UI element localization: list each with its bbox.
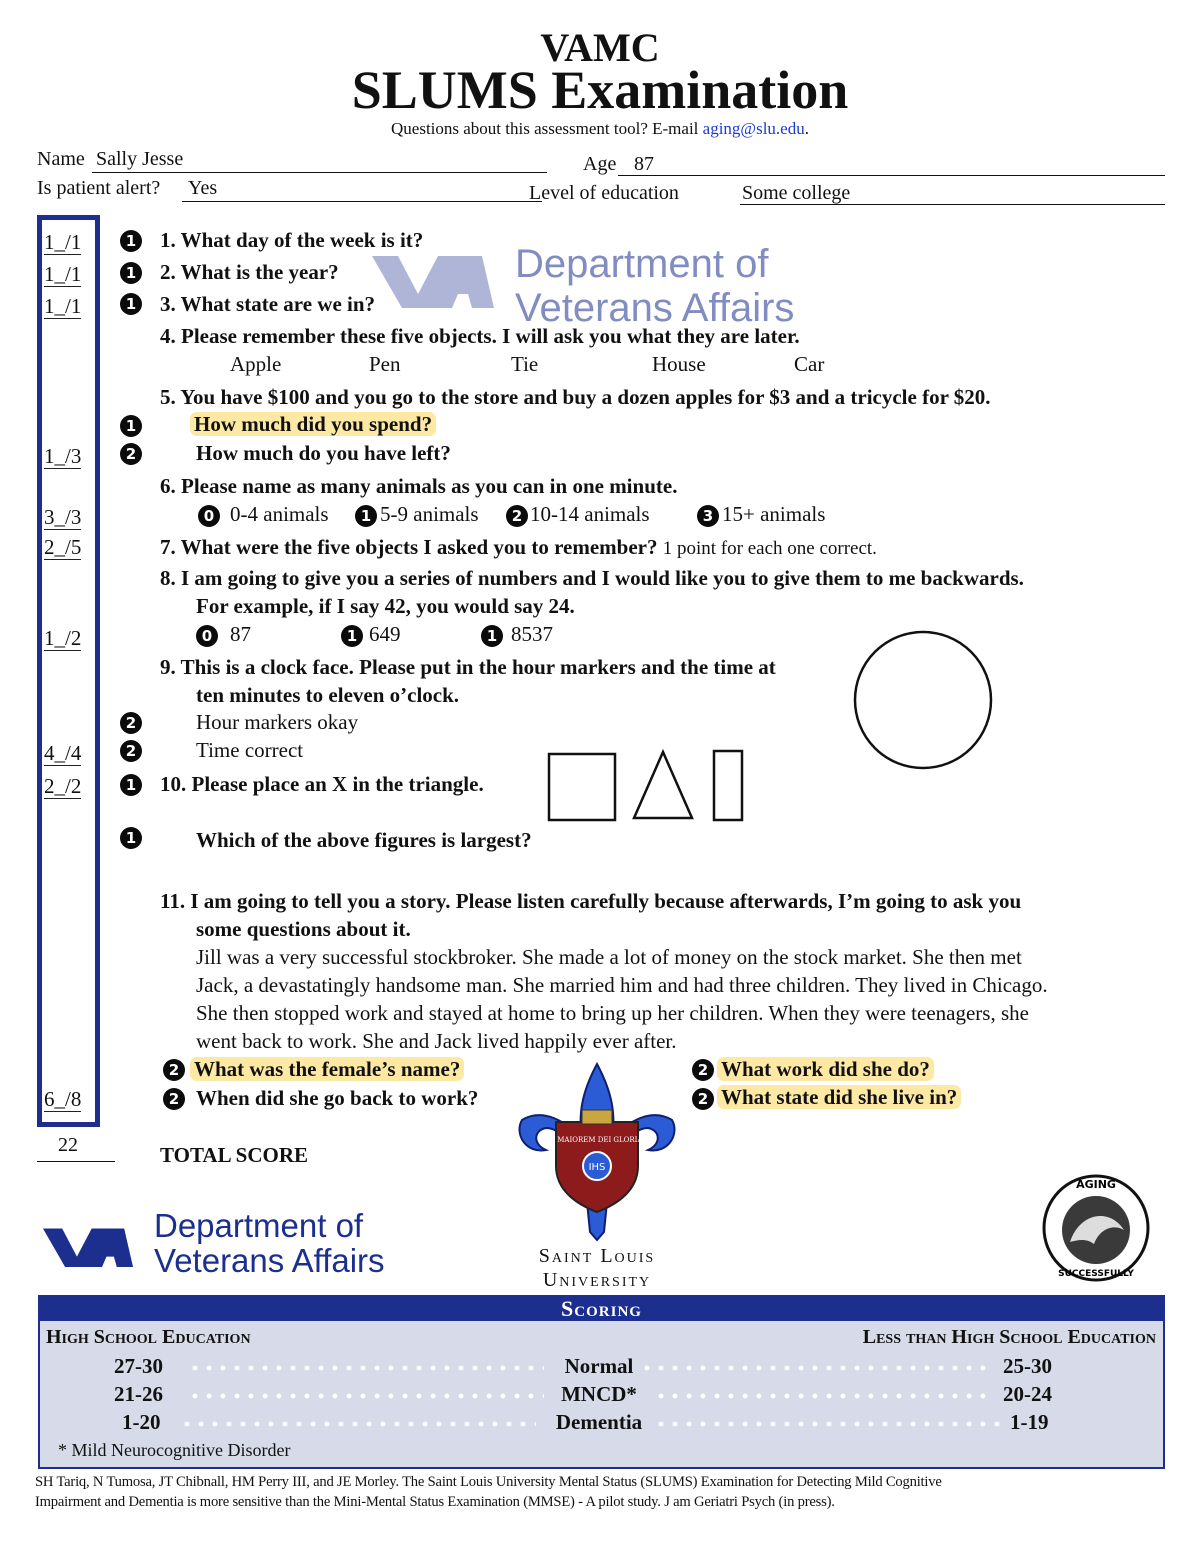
- q6-option-1-badge: 1: [355, 505, 377, 527]
- aging-top-text: AGING: [1076, 1178, 1116, 1191]
- slu-motto-text: AD MAIOREM DEI GLORIAM: [544, 1136, 650, 1144]
- scoring-row-label: MNCD*: [561, 1382, 637, 1406]
- q8-option-0-badge: 0: [196, 625, 218, 647]
- clock-face-circle[interactable]: [852, 629, 994, 771]
- q8-option-2-badge: 1: [481, 625, 503, 647]
- q1-points-badge: 1: [120, 230, 142, 252]
- alert-value[interactable]: Yes: [188, 177, 218, 199]
- education-label: Level of education: [529, 182, 679, 204]
- name-value[interactable]: Sally Jesse: [96, 148, 184, 170]
- question-9a: Hour markers okay: [196, 710, 359, 734]
- score-q6[interactable]: 3_/3: [44, 505, 82, 529]
- q8-option-0: 87: [230, 622, 251, 646]
- va-logo-icon: [40, 1212, 136, 1282]
- watermark-line1: Department of: [515, 242, 769, 286]
- total-score-value[interactable]: 22: [58, 1134, 78, 1156]
- q4-object-4: House: [652, 352, 706, 376]
- story-line-1: Jill was a very successful stockbroker. She made a lot of money on the stock market. She then met: [196, 945, 1022, 969]
- q6-option-1: 5-9 animals: [380, 502, 479, 526]
- q4-object-5: Car: [794, 352, 825, 376]
- q6-option-0-badge: 0: [198, 505, 220, 527]
- question-8-line2: For example, if I say 42, you would say 24.: [196, 594, 575, 618]
- q6-option-2-badge: 2: [506, 505, 528, 527]
- slu-fleur-de-lis-icon: [512, 1062, 682, 1242]
- q8-option-1-badge: 1: [341, 625, 363, 647]
- scoring-row-right: 20-24: [1003, 1382, 1052, 1406]
- question-6: 6. Please name as many animals as you can in one minute.: [160, 474, 678, 498]
- q8-option-1: 649: [369, 622, 401, 646]
- q2-points-badge: 1: [120, 262, 142, 284]
- question-9b: Time correct: [196, 738, 304, 762]
- q11b-points-badge: 2: [163, 1088, 185, 1110]
- va-logo-line2: Veterans Affairs: [154, 1242, 385, 1279]
- watermark-line2: Veterans Affairs: [515, 286, 795, 330]
- question-5b: How much do you have left?: [196, 441, 451, 465]
- story-line-4: went back to work. She and Jack lived happily ever after.: [196, 1029, 677, 1053]
- education-underline: [740, 204, 1165, 205]
- contact-line: Questions about this assessment tool? E-mail aging@slu.edu.: [391, 119, 809, 138]
- q9b-points-badge: 2: [120, 740, 142, 762]
- question-2: 2. What is the year?: [160, 260, 339, 284]
- total-underline: [37, 1161, 115, 1162]
- q4-object-2: Pen: [369, 352, 401, 376]
- contact-email-link[interactable]: aging@slu.edu: [702, 119, 805, 138]
- question-11d: What state did she live in?: [717, 1085, 961, 1110]
- age-value[interactable]: 87: [634, 153, 654, 175]
- scoring-dots: [654, 1418, 1004, 1430]
- question-9-line2: ten minutes to eleven o’clock.: [196, 683, 460, 707]
- q5b-points-badge: 2: [120, 443, 142, 465]
- question-11-line2: some questions about it.: [196, 917, 411, 941]
- scoring-dots: [640, 1362, 992, 1374]
- scoring-row-left: 27-30: [114, 1354, 163, 1378]
- score-q2[interactable]: 1_/1: [44, 262, 82, 286]
- total-score-label: TOTAL SCORE: [160, 1143, 309, 1167]
- score-q7[interactable]: 2_/5: [44, 535, 82, 559]
- question-1: 1. What day of the week is it?: [160, 228, 424, 252]
- score-q3[interactable]: 1_/1: [44, 294, 82, 318]
- question-4: 4. Please remember these five objects. I will ask you what they are later.: [160, 324, 800, 348]
- score-q10[interactable]: 2_/2: [44, 774, 82, 798]
- triangle-shape: [634, 752, 692, 818]
- score-q5[interactable]: 1_/3: [44, 444, 82, 468]
- q8-option-2: 8537: [511, 622, 553, 646]
- alert-label: Is patient alert?: [37, 177, 161, 199]
- question-8-line1: 8. I am going to give you a series of numbers and I would like you to give them to me backwards.: [160, 566, 1024, 590]
- q10b-points-badge: 1: [120, 827, 142, 849]
- slu-name-line2: University: [542, 1269, 652, 1291]
- question-10: 10. Please place an X in the triangle.: [160, 772, 484, 796]
- aging-bottom-text: SUCCESSFULLY: [1058, 1269, 1134, 1279]
- question-5a: How much did you spend?: [190, 412, 436, 437]
- scoring-row-label: Normal: [564, 1354, 634, 1378]
- header-subtitle: VAMC: [540, 25, 660, 70]
- scoring-dots: [188, 1390, 544, 1402]
- va-watermark-icon: [368, 250, 498, 312]
- citation-line-1: SH Tariq, N Tumosa, JT Chibnall, HM Perry III, and JE Morley. The Saint Louis University Mental Status (SLUMS) Examination for Detecting Mild Cognitive: [35, 1474, 942, 1490]
- story-line-2: Jack, a devastatingly handsome man. She married him and had three children. They lived in Chicago.: [196, 973, 1048, 997]
- scoring-footnote: * Mild Neurocognitive Disorder: [58, 1440, 291, 1460]
- scoring-dots: [188, 1362, 544, 1374]
- scoring-row-left: 1-20: [122, 1410, 161, 1434]
- scoring-row-right: 1-19: [1010, 1410, 1049, 1434]
- slu-name-line1: Saint Louis: [538, 1245, 656, 1267]
- question-11c: What work did she do?: [717, 1057, 934, 1082]
- question-11b: When did she go back to work?: [196, 1086, 479, 1110]
- scoring-right-header: Less than High School Education: [862, 1326, 1156, 1348]
- q11c-points-badge: 2: [692, 1059, 714, 1081]
- score-q9[interactable]: 4_/4: [44, 741, 82, 765]
- scoring-row-left: 21-26: [114, 1382, 163, 1406]
- question-3: 3. What state are we in?: [160, 292, 376, 316]
- score-q1[interactable]: 1_/1: [44, 230, 82, 254]
- va-logo-line1: Department of: [154, 1207, 364, 1244]
- question-10b: Which of the above figures is largest?: [196, 828, 532, 852]
- q5a-points-badge: 1: [120, 415, 142, 437]
- square-shape: [549, 754, 615, 820]
- citation-line-2: Impairment and Dementia is more sensitive than the Mini-Mental Status Examination (MMSE) - A pilot study. J am Geriatri Psych (in press).: [35, 1494, 835, 1510]
- question-9-line1: 9. This is a clock face. Please put in the hour markers and the time at: [160, 655, 776, 679]
- shapes-figures: [546, 748, 746, 824]
- q4-object-1: Apple: [230, 352, 282, 376]
- scoring-row-label: Dementia: [555, 1410, 643, 1434]
- q10-points-badge: 1: [120, 774, 142, 796]
- story-line-3: She then stopped work and stayed at home to bring up her children. When they were teenagers, she: [196, 1001, 1029, 1025]
- age-label: Age: [583, 153, 617, 175]
- q3-points-badge: 1: [120, 293, 142, 315]
- name-label: Name: [37, 148, 85, 170]
- scoring-row: [38, 1382, 1165, 1410]
- q6-option-0: 0-4 animals: [230, 502, 329, 526]
- score-q8[interactable]: 1_/2: [44, 626, 82, 650]
- q9a-points-badge: 2: [120, 712, 142, 734]
- q11a-points-badge: 2: [163, 1059, 185, 1081]
- score-column: [37, 215, 100, 1127]
- scoring-left-header: High School Education: [46, 1326, 251, 1348]
- q6-option-3-badge: 3: [697, 505, 719, 527]
- scoring-dots: [180, 1418, 536, 1430]
- education-value[interactable]: Some college: [742, 182, 851, 204]
- rectangle-shape: [714, 751, 742, 820]
- q6-option-2: 10-14 animals: [530, 502, 650, 526]
- scoring-dots: [654, 1390, 992, 1402]
- slu-center-text: IHS: [588, 1162, 606, 1173]
- question-5: 5. You have $100 and you go to the store and buy a dozen apples for $3 and a tricycle for $20.: [160, 385, 991, 409]
- age-underline: [618, 175, 1165, 176]
- q6-option-3: 15+ animals: [722, 502, 826, 526]
- name-underline: [92, 172, 547, 173]
- scoring-row-right: 25-30: [1003, 1354, 1052, 1378]
- page-title: SLUMS Examination: [351, 60, 849, 120]
- scoring-row: [38, 1410, 1165, 1438]
- question-11a: What was the female’s name?: [190, 1057, 464, 1082]
- alert-underline: [182, 201, 542, 202]
- question-7: 7. What were the five objects I asked you to remember? 1 point for each one correct.: [160, 535, 877, 559]
- scoring-row: [38, 1354, 1165, 1382]
- aging-successfully-logo-icon: [1040, 1172, 1152, 1284]
- question-11-line1: 11. I am going to tell you a story. Please listen carefully because afterwards, I’m going to ask you: [160, 889, 1022, 913]
- q4-object-3: Tie: [511, 352, 539, 376]
- scoring-title-bar: Scoring: [38, 1295, 1165, 1321]
- score-q11[interactable]: 6_/8: [44, 1087, 82, 1111]
- q11d-points-badge: 2: [692, 1088, 714, 1110]
